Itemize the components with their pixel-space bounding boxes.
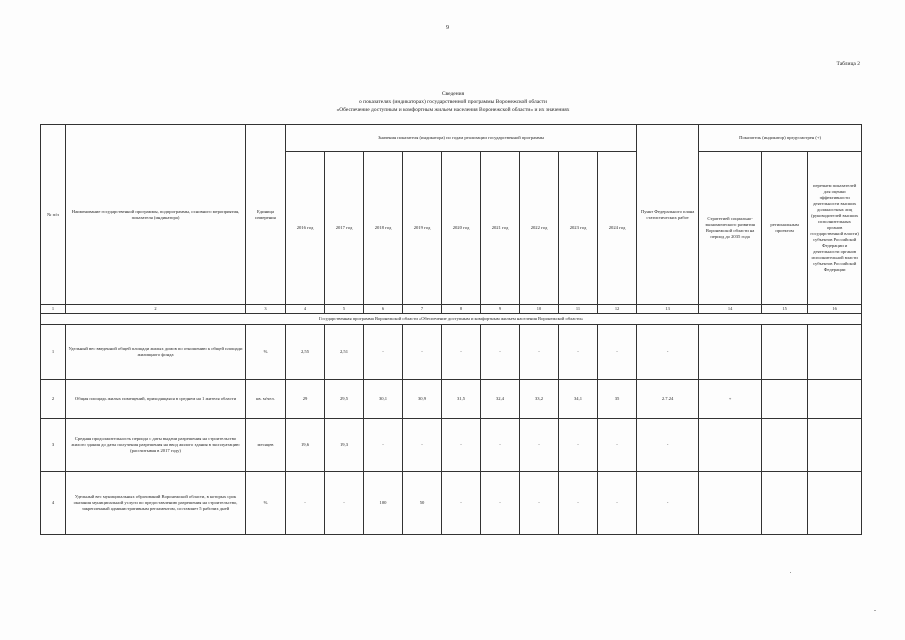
fed-plan-cell: - [637, 325, 699, 380]
indicator-name: Общая площадь жилых помещений, приходящаяся в среднем на 1 жителя области [66, 380, 246, 419]
title-line-2: о показателях (индикаторах) государственной программы Воронежской области [359, 99, 547, 105]
value-cell: - [325, 472, 364, 535]
value-cell: - [559, 325, 598, 380]
value-cell: - [559, 472, 598, 535]
efficiency-cell [808, 419, 862, 472]
row-number: 1 [41, 325, 66, 380]
value-cell: 35 [598, 380, 637, 419]
fed-plan-cell: 2.7.24 [637, 380, 699, 419]
value-cell: - [520, 325, 559, 380]
value-cell: - [442, 325, 481, 380]
header-provided-group: Показатель (индикатор) предусмотрен (+) [699, 125, 862, 152]
value-cell: - [598, 472, 637, 535]
indicator-name: Средняя продолжительность периода с даты выдачи разрешения на строительство жилого здания до даты получения разрешения на ввод жилого здания в эксплуатацию (рассчитывая в 2017 году) [66, 419, 246, 472]
column-number: 2 [66, 305, 246, 314]
header-strategy: Стратегией социально-экономического развития Воронежской области на период до 2035 года [699, 152, 762, 305]
header-year: 2020 год [442, 152, 481, 305]
header-fed-plan: Пункт Федерального плана статистических работ [637, 125, 699, 305]
value-cell: - [481, 325, 520, 380]
table-label: Таблица 2 [836, 61, 860, 67]
value-cell: - [520, 472, 559, 535]
column-number: 10 [520, 305, 559, 314]
header-year: 2023 год [559, 152, 598, 305]
header-year: 2016 год [286, 152, 325, 305]
column-number: 7 [403, 305, 442, 314]
column-number: 12 [598, 305, 637, 314]
column-number: 15 [762, 305, 808, 314]
value-cell: 31,5 [442, 380, 481, 419]
header-year: 2021 год [481, 152, 520, 305]
value-cell: 19,3 [325, 419, 364, 472]
value-cell: 32,4 [481, 380, 520, 419]
value-cell: - [598, 419, 637, 472]
header-year: 2019 год [403, 152, 442, 305]
scan-speck [790, 572, 791, 573]
strategy-cell [699, 472, 762, 535]
row-number: 3 [41, 419, 66, 472]
value-cell: - [403, 325, 442, 380]
unit-cell: месяцев [246, 419, 286, 472]
header-name: Наименование государственной программы, подпрограммы, основного мероприятия, показателя (индикатора) [66, 125, 246, 305]
header-year: 2018 год [364, 152, 403, 305]
value-cell: 2,55 [286, 325, 325, 380]
header-year: 2024 год [598, 152, 637, 305]
indicator-name: Удельный вес муниципальных образований Воронежской области, в которых срок оказания муниципальной услуги по предоставлению разрешения на строительство, закрепленный административным регламентом, составляет 5 рабочих дней [66, 472, 246, 535]
column-number: 11 [559, 305, 598, 314]
value-cell: - [364, 325, 403, 380]
header-values-group: Значения показателя (индикатора) по годам реализации государственной программы [286, 125, 637, 152]
value-cell: 50 [403, 472, 442, 535]
table-row [41, 472, 862, 535]
value-cell: 19,6 [286, 419, 325, 472]
priority-cell [762, 325, 808, 380]
column-number: 14 [699, 305, 762, 314]
value-cell: - [286, 472, 325, 535]
value-cell: - [364, 419, 403, 472]
strategy-cell [699, 325, 762, 380]
table-row [41, 419, 862, 472]
value-cell: - [481, 472, 520, 535]
row-number: 4 [41, 472, 66, 535]
column-number: 5 [325, 305, 364, 314]
value-cell: - [520, 419, 559, 472]
column-number: 8 [442, 305, 481, 314]
value-cell: 30,9 [403, 380, 442, 419]
priority-cell [762, 419, 808, 472]
table-row [41, 380, 862, 419]
value-cell: 29,5 [325, 380, 364, 419]
efficiency-cell [808, 472, 862, 535]
column-number: 6 [364, 305, 403, 314]
strategy-cell [699, 419, 762, 472]
value-cell: 33,2 [520, 380, 559, 419]
value-cell: 30,1 [364, 380, 403, 419]
priority-cell [762, 380, 808, 419]
page-number: 9 [446, 25, 449, 31]
value-cell: - [442, 472, 481, 535]
header-num: № п/п [41, 125, 66, 305]
efficiency-cell [808, 325, 862, 380]
value-cell: - [481, 419, 520, 472]
title-line-3: «Обеспечение доступным и комфортным жильем населения Воронежской области» и их значениях [336, 107, 570, 113]
scan-speck [874, 610, 876, 611]
value-cell: 100 [364, 472, 403, 535]
header-year: 2017 год [325, 152, 364, 305]
header-year: 2022 год [520, 152, 559, 305]
indicator-name: Удельный вес введенной общей площади жилых домов по отношению к общей площади жилищного фонда [66, 325, 246, 380]
value-cell: - [403, 419, 442, 472]
value-cell: 29 [286, 380, 325, 419]
unit-cell: кв. м/чел. [246, 380, 286, 419]
column-number: 4 [286, 305, 325, 314]
column-number: 1 [41, 305, 66, 314]
header-priority: региональным проектом [762, 152, 808, 305]
value-cell: 2,51 [325, 325, 364, 380]
row-number: 2 [41, 380, 66, 419]
title-line-1: Сведения [441, 91, 465, 97]
column-number: 16 [808, 305, 862, 314]
column-number: 13 [637, 305, 699, 314]
unit-cell: % [246, 325, 286, 380]
header-efficiency: перечнем показателей для оценки эффективности деятельности высших должностных лиц (руководителей высших исполнительных органов государственной власти) субъектов Российской Федерации и деятельности органов исполнительной власти субъектов Российской Федерации [808, 152, 862, 305]
unit-cell: % [246, 472, 286, 535]
efficiency-cell [808, 380, 862, 419]
value-cell: - [559, 419, 598, 472]
table-row [41, 325, 862, 380]
document-title [230, 90, 676, 114]
column-number: 3 [246, 305, 286, 314]
priority-cell [762, 472, 808, 535]
value-cell: - [442, 419, 481, 472]
indicators-table [40, 124, 862, 535]
value-cell: 34,1 [559, 380, 598, 419]
fed-plan-cell: - [637, 472, 699, 535]
column-number: 9 [481, 305, 520, 314]
value-cell: - [598, 325, 637, 380]
strategy-cell: + [699, 380, 762, 419]
section-title: Государственная программа Воронежской области «Обеспечение доступным и комфортным жильем населения Воронежской области» [41, 314, 862, 325]
fed-plan-cell: - [637, 419, 699, 472]
header-unit: Единица измерения [246, 125, 286, 305]
